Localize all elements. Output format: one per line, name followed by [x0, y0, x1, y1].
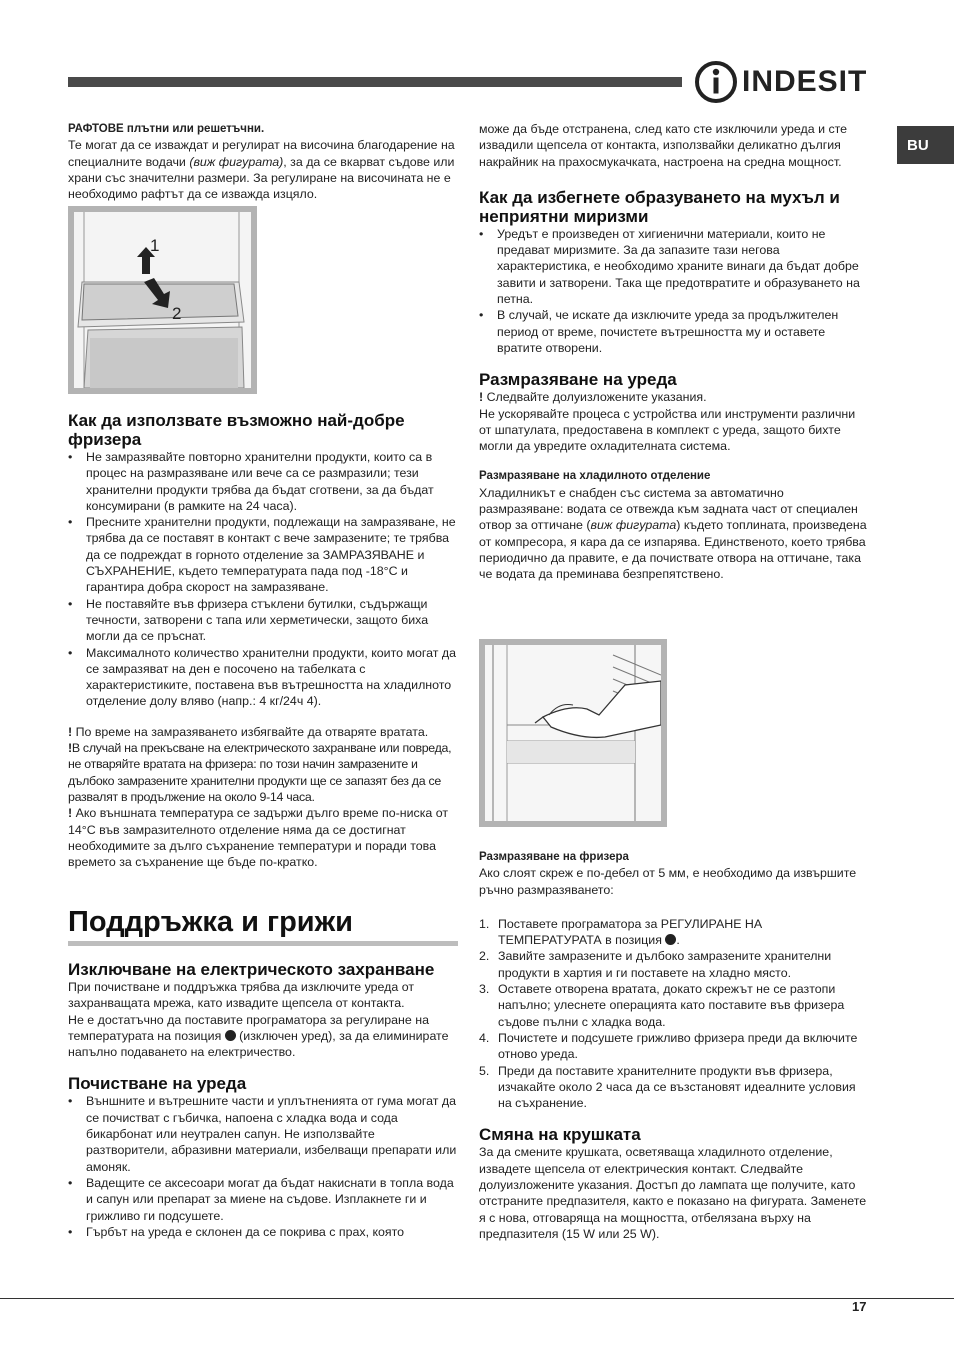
fig-label-1: 1 [150, 236, 160, 255]
step-item: 1. Поставете програматора за РЕГУЛИРАНЕ НА ТЕМПЕРАТУРАТА в позиция . [479, 916, 763, 948]
power-text-1: При почистване и поддръжка трябва да изключите уреда от захранващата мрежа, като извадите щепсела от контакта. [68, 980, 415, 1011]
warning-1: ! По време на замразяването избягвайте да отваряте вратата. [68, 724, 429, 739]
defrost-steps [479, 916, 869, 1112]
bulb-heading: Смяна на крушката [479, 1125, 641, 1145]
bulb-text: За да смените крушката, осветяваща хладилното отделение, извадете щепсела от електрическия контакт. Следвайте долуизложените указания. Достъп до лампата ще получите, като отстраните предпазителя, както е показано на фигурата. Заменете я с нова, отговаряща на мощността, отбелязана върху на предпазителя (15 W или 25 W). [479, 1145, 867, 1241]
left-column-2 [68, 411, 458, 870]
mold-list [479, 226, 869, 356]
brand-logo [694, 60, 867, 104]
list-item: • Външните и вътрешните части и уплътненията от гума могат да се почистват с гъбичка, напоена с хладка вода и сода бикарбонат или неутрален сапун. Не използвайте разтворители, абразивни материали, избелващи препарати или амоняк. [68, 1093, 458, 1174]
page-number: 17 [852, 1299, 867, 1314]
warning-3: ! Ако външната температура се задържи дълго време по-ниска от 14°C във замразителното отделение няма да се достигнат необходимите за дълго съхранение температури и поради това времето за съхранение ще бъде по-кратко. [68, 806, 449, 870]
mold-heading: Как да избегнете образуването на мухъл и неприятни миризми [479, 187, 840, 226]
drain-illustration [485, 645, 661, 821]
fig-label-2: 2 [172, 304, 182, 323]
list-item: • Максималното количество хранителни продукти, които могат да се замразяват на ден е посочено на табелката с характеристиките, поставена във вътрешността на хладилното отделение долу вляво (напр.: 4 кг/24ч 4). [68, 645, 458, 710]
shelf-figure [68, 206, 257, 394]
shelves-text: Те могат да се изваждат и регулират на височина благодарение на специалните водачи (виж фигурата), за да се вкарват съдове или храни със значителни размери. За регулиране на височината не е необходимо рафтът да се изважда изцяло. [68, 138, 455, 202]
shelves-title: РАФТОВЕ плътни или решетъчни. [68, 123, 265, 135]
list-item: • В случай, че искате да изключите уреда за продължителен период от време, почистете вътрешността му и оставете вратите отворени. [479, 307, 869, 356]
right-column-2 [479, 849, 869, 1242]
brand-name: INDESIT [742, 65, 868, 98]
drain-figure [479, 639, 667, 827]
step-item: 4. Почистете и подсушете грижливо фризера преди да включите отново уреда. [479, 1030, 858, 1062]
indesit-logo-icon [694, 60, 738, 104]
freezer-heading: Как да използвате възможно най-добре фризера [68, 411, 405, 449]
step-item: 3. Оставете отворена вратата, докато скрежът не се разтопи напълно; улеснете операцията като поставите във фризера съдове пълни с хладка вода. [479, 982, 845, 1029]
clean-heading: Почистване на уреда [68, 1074, 247, 1094]
continued-text: може да бъде отстранена, след като сте изключили уреда и сте извадили щепсела от контакта, използвайки деликатно дългия накрайник на прахосмукачката, настроена на средна мощност. [479, 122, 848, 169]
defrost-text: Не ускорявайте процеса с устройства или инструменти различни от шпатулата, предоставена в комплект с уреда, защото бихте могли да увредите охладителната система. [479, 406, 856, 454]
right-column [479, 121, 869, 583]
maintenance-section [68, 906, 458, 1240]
header-bar [68, 77, 682, 87]
list-item: • Уредът е произведен от хигиенични материали, които не предават миризмите. За да запазите тази негова характеристика, е необходимо храните винаги да бъдат добре завити и затворени. Така ще предотвратите и образуването на петна. [479, 226, 869, 307]
list-item: • Не поставяйте във фризера стъклени бутилки, съдържащи течности, затворени с тапа или херметически, защото биха могли да се пръснат. [68, 596, 458, 645]
power-text-2: Не е достатъчно да поставите програматора за регулиране на температурата на позиция (изключен уред), за да елиминирате напълно подаването на електричество. [68, 1012, 449, 1060]
freezer-defrost-subheading: Размразяване на фризера [479, 851, 629, 863]
language-tab: BU [897, 126, 954, 164]
list-item: • Пресните хранителни продукти, подлежащи на замразяване, не трябва да се поставят в контакт с вече замразените; те трябва да се подреждат в горното отделение за ЗАМРАЗЯВАНЕ и СЪХРАНЕНИЕ, където температурата пада под -18°C и гарантира добра скорост на замразяване. [68, 514, 458, 595]
fridge-subheading: Размразяване на хладилното отделение [479, 470, 711, 483]
freezer-list [68, 449, 458, 710]
clean-list [68, 1093, 458, 1240]
list-item: • Не замразявайте повторно хранителни продукти, които са в процес на размразяване или вече са се размразили; тези хранителни продукти трябва да бъдат сготвени, за да бъдат консумирани (в рамките на 24 часа). [68, 449, 458, 514]
fridge-text: Хладилникът е снабден със система за автоматично размразяване: водата се отвежда към задната част от специален отвор за оттичане (виж фигурата) където топлината, произведена от компресора, я кара да се изпарява. Единственото, което трябва периодично да правите, е да почиствате отвора на оттичане, така че водата да преминава безпрепятствено. [479, 485, 867, 582]
freezer-defrost-text: Ако слоят скреж е по-дебел от 5 мм, е необходимо да извършите ръчно размразяването: [479, 866, 857, 897]
footer-rule [0, 1298, 954, 1299]
step-item: 5. Преди да поставите хранителните продукти във фризера, изчакайте около 2 часа да се възстановят идеалните условия на съхранение. [479, 1063, 856, 1111]
step-item: 2. Завийте замразените и дълбоко замразените хранителни продукти в хартия и ги поставете на хладно място. [479, 949, 832, 980]
off-position-icon [225, 1030, 236, 1041]
off-position-icon [665, 934, 676, 945]
list-item: • Гърбът на уреда е склонен да се покрива с прах, която [68, 1224, 458, 1240]
left-column [68, 121, 458, 202]
defrost-warning: ! Следвайте долуизложените указания. [479, 390, 707, 405]
warning-2: !В случай на прекъсване на електрическото захранване или повреда, не отваряйте вратата на фризера: по този начин замразените и дълбоко замразените хранителни продукти ще се запазят без да се развалят в продължение на около 9-14 часа. [68, 741, 452, 804]
list-item: • Вадещите се аксесоари могат да бъдат накиснати в топла вода и сапун или препарат за миене на съдове. Изплакнете ги и грижливо ги подсушете. [68, 1175, 458, 1224]
defrost-heading: Размразяване на уреда [479, 370, 677, 390]
power-heading: Изключване на електрическото захранване [68, 960, 435, 979]
shelf-illustration [74, 212, 251, 388]
maintenance-title: Поддръжка и грижи [68, 906, 354, 938]
